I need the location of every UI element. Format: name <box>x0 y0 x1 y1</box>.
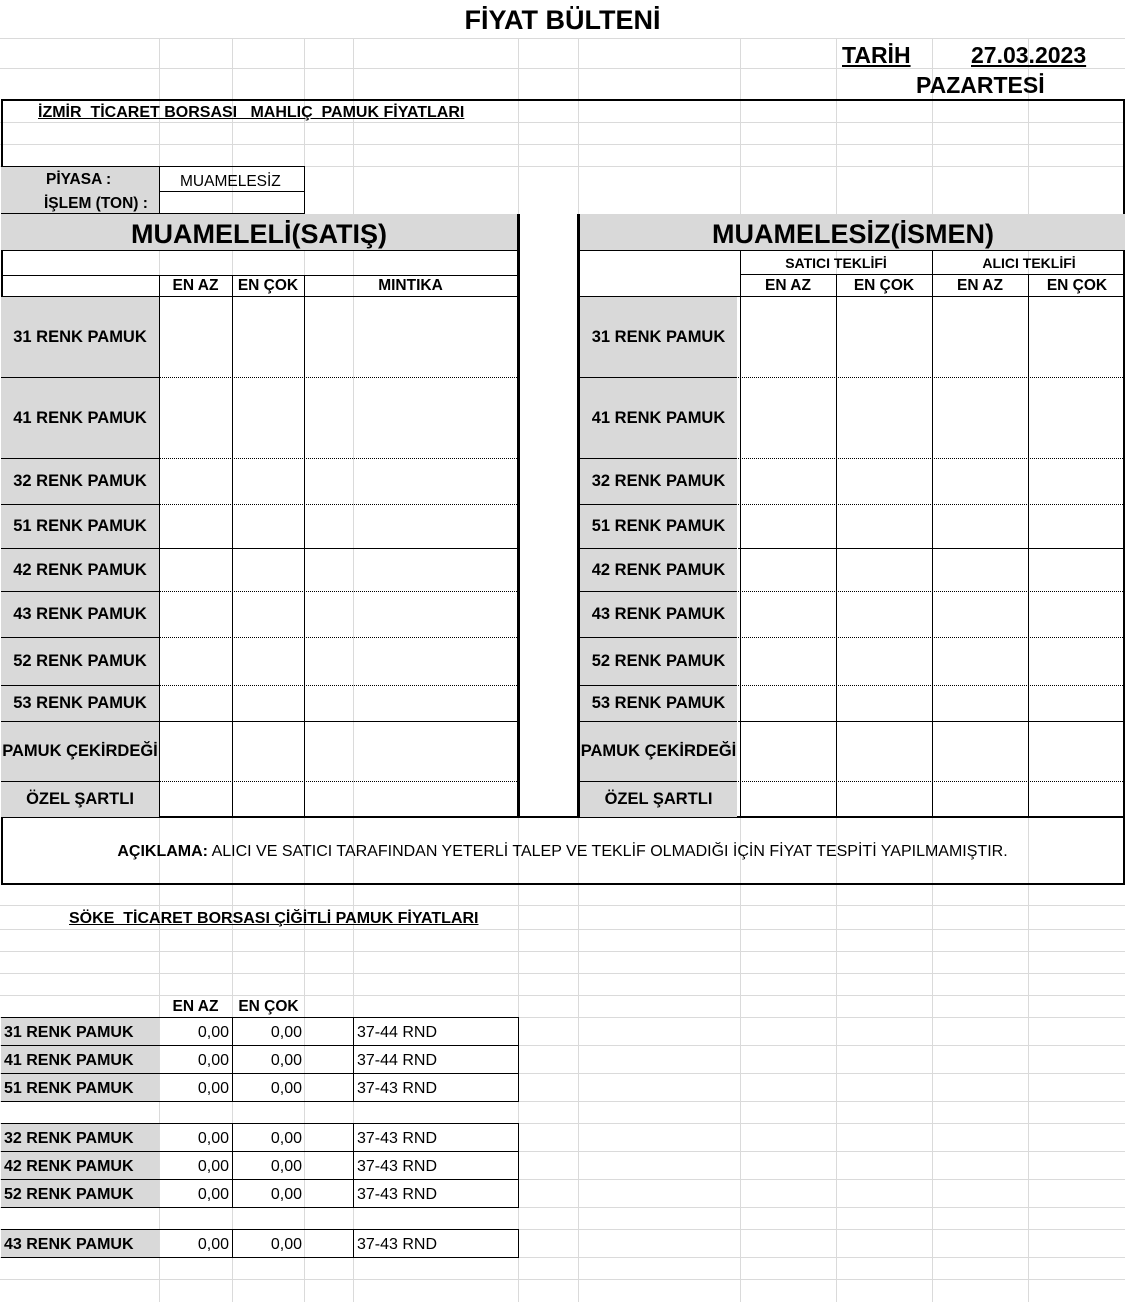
right-row-label: 41 RENK PAMUK <box>580 378 737 459</box>
left-col-region: MINTIKA <box>378 277 443 294</box>
buyer-offer-header: ALICI TEKLİFİ <box>982 255 1076 271</box>
soke-row-max: 0,00 <box>270 1186 302 1203</box>
piyasa-label: PİYASA : <box>46 171 112 188</box>
buyer-col-max: EN ÇOK <box>1046 277 1108 294</box>
soke-row-range: 37-44 RND <box>357 1052 438 1069</box>
right-vline-3 <box>932 275 933 817</box>
left-row-separator <box>159 504 517 505</box>
soke-row-max: 0,00 <box>270 1130 302 1147</box>
soke-row-name: 41 RENK PAMUK <box>4 1052 134 1069</box>
left-row-label: 31 RENK PAMUK <box>1 297 159 378</box>
left-row-separator <box>159 591 517 592</box>
soke-row-range: 37-43 RND <box>357 1080 438 1097</box>
left-row-separator <box>159 458 517 459</box>
right-row-separator <box>738 377 1125 378</box>
soke-row-min: 0,00 <box>197 1158 229 1175</box>
date-value: 27.03.2023 <box>971 42 1087 68</box>
right-row-separator <box>738 685 1125 686</box>
soke-row-min: 0,00 <box>197 1236 229 1253</box>
left-row-label: 42 RENK PAMUK <box>1 549 159 592</box>
date-label: TARİH <box>842 42 911 68</box>
right-title: MUAMELESİZ(İSMEN) <box>712 219 994 249</box>
soke-row-divider <box>353 1123 354 1152</box>
soke-row-max: 0,00 <box>270 1158 302 1175</box>
soke-heading: SÖKE TİCARET BORSASI ÇİĞİTLİ PAMUK FİYATLARI <box>69 910 479 927</box>
page-title: FİYAT BÜLTENİ <box>464 5 661 35</box>
right-row-label: 53 RENK PAMUK <box>580 686 737 722</box>
right-row-separator <box>738 548 1125 549</box>
soke-row-name: 51 RENK PAMUK <box>4 1080 134 1097</box>
left-row-separator <box>159 548 517 549</box>
left-row-label: 32 RENK PAMUK <box>1 459 159 505</box>
piyasa-value-divider <box>159 191 305 192</box>
right-row-separator <box>738 721 1125 722</box>
buyer-col-min: EN AZ <box>957 277 1003 294</box>
right-row-label: 32 RENK PAMUK <box>580 459 737 505</box>
left-col-min: EN AZ <box>172 277 219 294</box>
left-row-label: 43 RENK PAMUK <box>1 592 159 638</box>
left-row-label: 51 RENK PAMUK <box>1 505 159 549</box>
left-row-label: PAMUK ÇEKİRDEĞİ <box>1 722 159 782</box>
left-row-separator <box>159 781 517 782</box>
soke-row-range: 37-43 RND <box>357 1130 438 1147</box>
soke-row-name: 42 RENK PAMUK <box>4 1158 134 1175</box>
left-row-separator <box>159 721 517 722</box>
soke-row-min: 0,00 <box>197 1130 229 1147</box>
soke-row-range: 37-43 RND <box>357 1186 438 1203</box>
soke-row-max: 0,00 <box>270 1052 302 1069</box>
right-row-separator <box>738 591 1125 592</box>
soke-row-max: 0,00 <box>270 1080 302 1097</box>
aciklama-line <box>0 844 1125 860</box>
seller-col-min: EN AZ <box>765 277 811 294</box>
right-row-separator <box>738 781 1125 782</box>
left-row-label: 52 RENK PAMUK <box>1 638 159 686</box>
right-vline-1 <box>740 275 741 817</box>
soke-row-max: 0,00 <box>270 1236 302 1253</box>
right-row-label: 43 RENK PAMUK <box>580 592 737 638</box>
left-title: MUAMELELİ(SATIŞ) <box>131 219 387 249</box>
right-row-separator <box>738 637 1125 638</box>
soke-row-range: 37-44 RND <box>357 1024 438 1041</box>
soke-row-name: 43 RENK PAMUK <box>4 1236 134 1253</box>
right-row-label: 42 RENK PAMUK <box>580 549 737 592</box>
left-row-separator <box>159 377 517 378</box>
seller-offer-header: SATICI TEKLİFİ <box>785 255 887 271</box>
right-row-separator <box>738 458 1125 459</box>
soke-row-name: 31 RENK PAMUK <box>4 1024 134 1041</box>
left-col-max: EN ÇOK <box>237 277 299 294</box>
soke-row-min: 0,00 <box>197 1024 229 1041</box>
soke-row-divider <box>353 1045 354 1074</box>
right-row-label: PAMUK ÇEKİRDEĞİ <box>580 722 737 782</box>
right-row-label: ÖZEL ŞARTLI <box>580 782 737 817</box>
left-row-label: 53 RENK PAMUK <box>1 686 159 722</box>
soke-row-name: 32 RENK PAMUK <box>4 1130 134 1147</box>
soke-row-min: 0,00 <box>197 1080 229 1097</box>
right-row-label: 52 RENK PAMUK <box>580 638 737 686</box>
left-vline-3 <box>304 275 305 817</box>
right-vline-2 <box>836 275 837 817</box>
left-row-label: 41 RENK PAMUK <box>1 378 159 459</box>
right-row-label: 31 RENK PAMUK <box>580 297 737 378</box>
right-row-label: 51 RENK PAMUK <box>580 505 737 549</box>
left-vline-1 <box>159 275 160 817</box>
soke-row-max: 0,00 <box>270 1024 302 1041</box>
izmir-heading: İZMİR TİCARET BORSASI MAHLIÇ PAMUK FİYATLARI <box>38 104 465 121</box>
aciklama-text: ALICI VE SATICI TARAFINDAN YETERLİ TALEP VE TEKLİF OLMADIĞI İÇİN FİYAT TESPİTİ YAPILMAMIŞTIR. <box>211 843 1008 860</box>
left-row-separator <box>159 685 517 686</box>
aciklama-label: AÇIKLAMA: <box>117 843 209 860</box>
seller-col-max: EN ÇOK <box>853 277 915 294</box>
soke-row-name: 52 RENK PAMUK <box>4 1186 134 1203</box>
right-vline-4 <box>1028 275 1029 817</box>
soke-row-divider <box>353 1229 354 1258</box>
soke-col-min: EN AZ <box>172 998 219 1015</box>
piyasa-value: MUAMELESİZ <box>180 173 281 190</box>
soke-row-divider <box>353 1151 354 1180</box>
islem-label: İŞLEM (TON) : <box>44 195 148 212</box>
soke-row-divider <box>353 1179 354 1208</box>
soke-row-min: 0,00 <box>197 1186 229 1203</box>
soke-row-divider <box>353 1017 354 1046</box>
right-row-separator <box>738 504 1125 505</box>
soke-row-divider <box>353 1073 354 1102</box>
soke-row-min: 0,00 <box>197 1052 229 1069</box>
soke-col-max: EN ÇOK <box>238 998 299 1015</box>
day-name: PAZARTESİ <box>916 72 1045 98</box>
left-row-label: ÖZEL ŞARTLI <box>1 782 159 817</box>
soke-row-range: 37-43 RND <box>357 1236 438 1253</box>
left-vline-2 <box>232 275 233 817</box>
left-row-separator <box>159 637 517 638</box>
soke-row-range: 37-43 RND <box>357 1158 438 1175</box>
